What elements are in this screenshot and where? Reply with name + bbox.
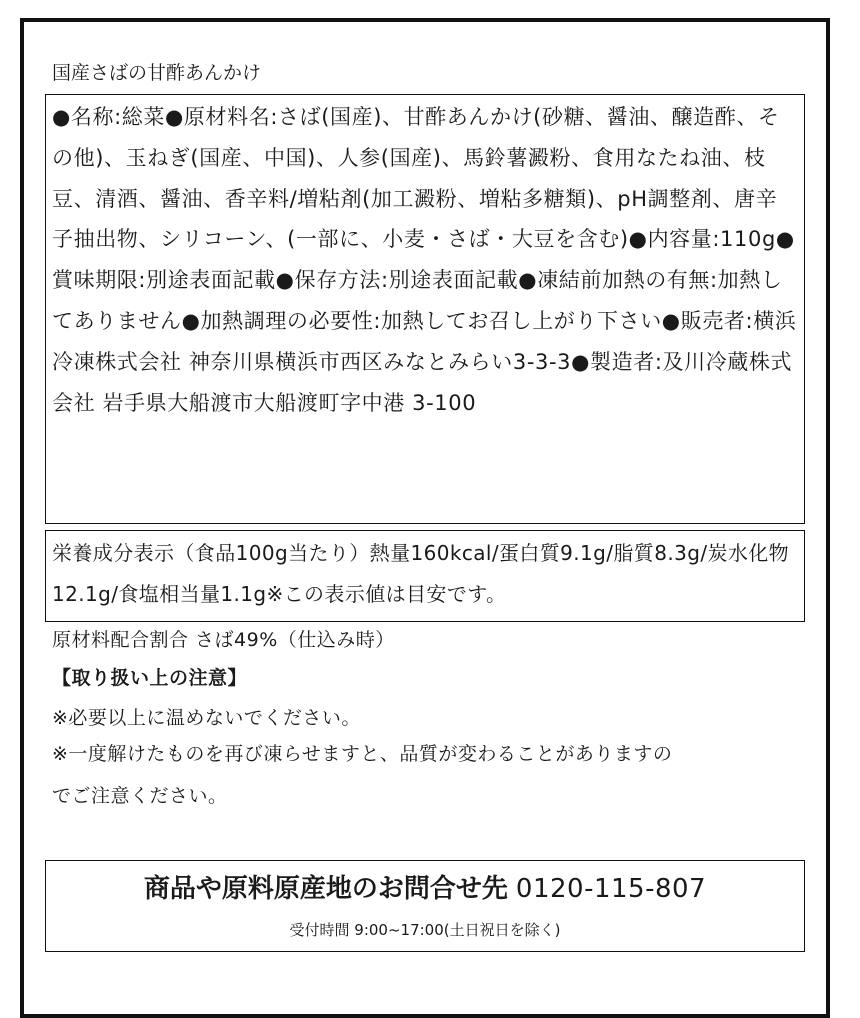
- caution-heading: 【取り扱い上の注意】: [52, 667, 248, 689]
- contact-box: [45, 860, 805, 952]
- product-name: 国産さばの甘酢あんかけ: [52, 62, 262, 84]
- contact-line: [46, 871, 804, 907]
- caution-line: ※必要以上に温めないでください。: [52, 707, 361, 729]
- contact-hours: 受付時間 9:00~17:00(土日祝日を除く): [289, 921, 561, 939]
- caution-line: でご注意ください。: [52, 785, 228, 807]
- nutrition-text: 栄養成分表示（食品100g当たり）熱量160kcal/蛋白質9.1g/脂質8.3g/炭水化物12.1g/食塩相当量1.1g※この表示値は目安です。: [52, 541, 790, 606]
- contact-phone: 0120-115-807: [515, 874, 707, 904]
- ingredient-ratio: 原材料配合割合 さば49%（仕込み時）: [52, 629, 395, 651]
- ingredients-text: ●名称:総菜●原材料名:さば(国産)、甘酢あんかけ(砂糖、醤油、醸造酢、その他)、玉ねぎ(国産、中国)、人参(国産)、馬鈴薯澱粉、食用なたね油、枝豆、清酒、醤油、香辛料/増粘剤(加工澱粉、増粘多糖類)、pH調整剤、唐辛子抽出物、シリコーン、(一部に、小麦・さば・大豆を含む)●内容量:110g●賞味期限:別途表面記載●保存方法:別途表面記載●凍結前加熱の有無:加熱してありません●加熱調理の必要性:加熱してお召し上がり下さい●販売者:横浜冷凍株式会社 神奈川県横浜市西区みなとみらい3-3-3●製造者:及川冷蔵株式会社 岩手県大船渡市大船渡町字中港 3-100: [52, 105, 797, 415]
- contact-label: 商品や原料原産地のお問合せ先: [143, 874, 508, 904]
- caution-line: ※一度解けたものを再び凍らせますと、品質が変わることがありますの: [52, 743, 673, 765]
